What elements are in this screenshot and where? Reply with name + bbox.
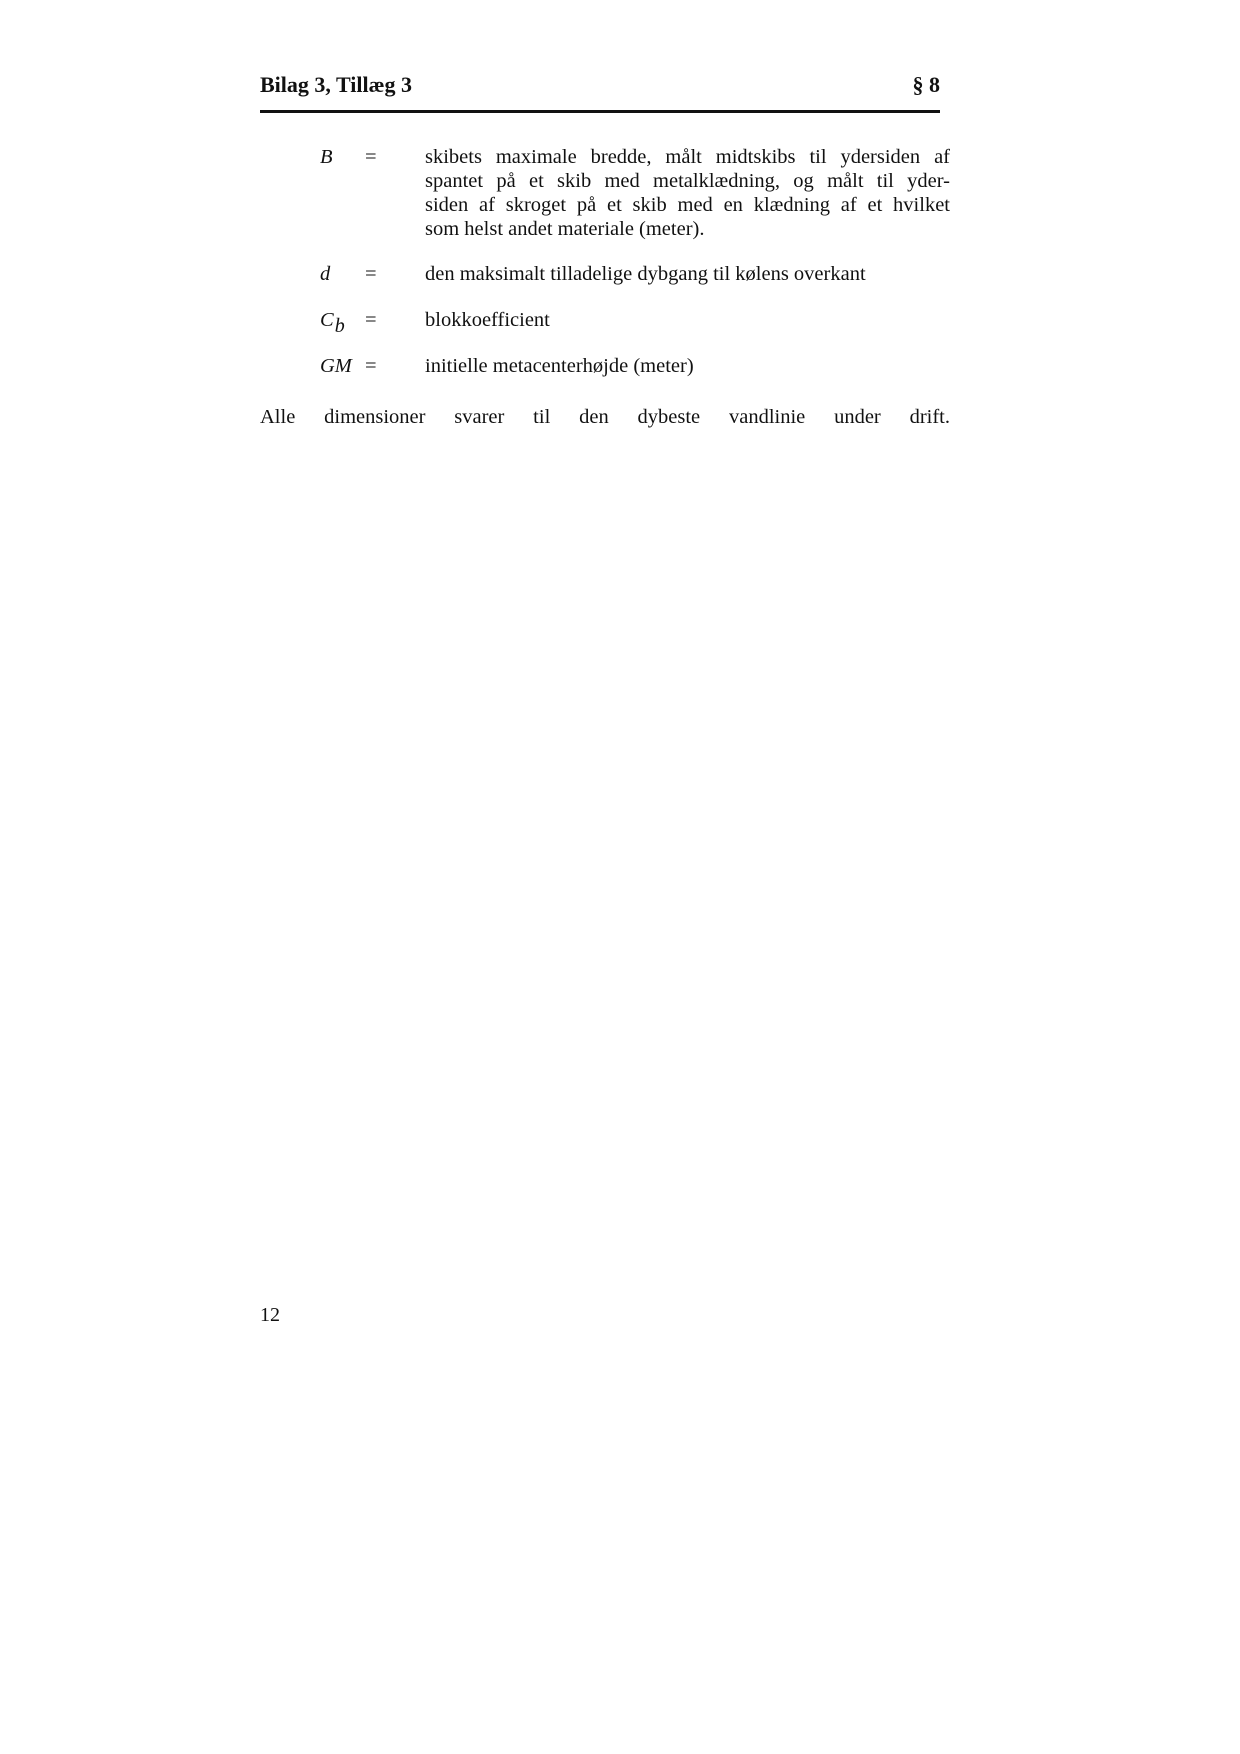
definition-symbol-base: C	[320, 309, 334, 331]
definition-equals: =	[365, 355, 377, 377]
definition-line: siden af skroget på et skib med en klædning af et hvilket	[425, 194, 950, 216]
definition-symbol-subscript: b	[334, 315, 345, 337]
definition-line: den maksimalt tilladelige dybgang til kølens overkant	[425, 263, 866, 285]
definition-text	[425, 354, 950, 378]
page-header	[260, 70, 940, 113]
definition-line: spantet på et skib med metalklædning, og målt til yder-	[425, 170, 950, 192]
definition-list	[260, 145, 950, 399]
definition-item	[260, 308, 950, 337]
definition-line: skibets maximale bredde, målt midtskibs til ydersiden af	[425, 146, 950, 168]
definition-line: blokkoefficient	[425, 309, 550, 331]
definition-equals: =	[365, 146, 377, 168]
page-number: 12	[260, 1304, 280, 1326]
header-title: Bilag 3, Tillæg 3	[260, 72, 413, 97]
definition-text	[425, 145, 950, 241]
definition-equals: =	[365, 309, 377, 331]
definition-item	[260, 262, 950, 286]
definition-equals: =	[365, 263, 377, 285]
definition-symbol: B	[320, 146, 333, 168]
definition-item	[260, 145, 950, 241]
definition-symbol: GM	[320, 355, 352, 377]
definition-item	[260, 354, 950, 378]
definition-symbol: d	[320, 263, 331, 285]
definition-line: initielle metacenterhøjde (meter)	[425, 355, 694, 377]
definition-text	[425, 262, 950, 286]
definition-line: som helst andet materiale (meter).	[425, 218, 705, 240]
closing-paragraph: Alle dimensioner svarer til den dybeste vandlinie under drift.	[260, 406, 950, 428]
definition-symbol	[320, 308, 345, 337]
definition-text	[425, 308, 950, 332]
header-section: § 8	[912, 72, 940, 97]
